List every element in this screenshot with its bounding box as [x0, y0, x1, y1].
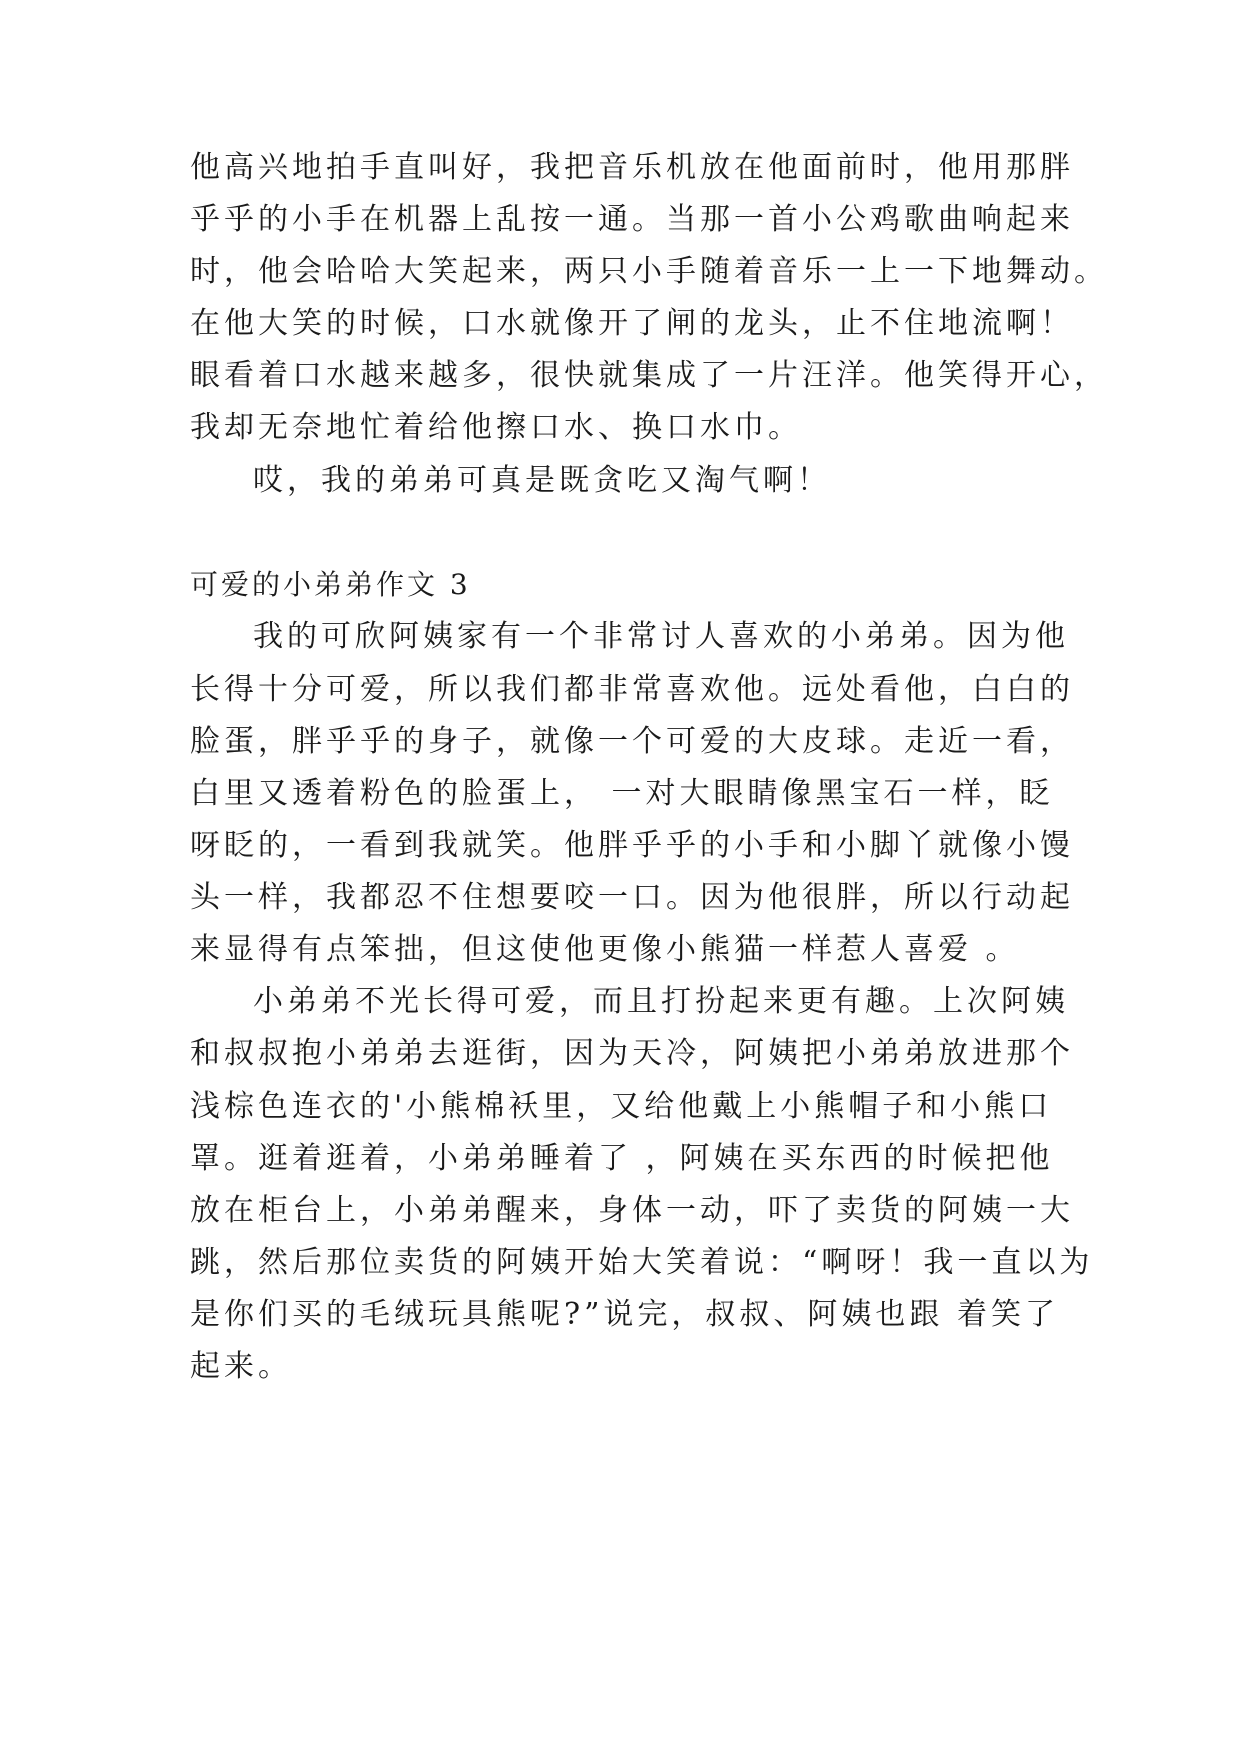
text-line: 时，他会哈哈大笑起来，两只小手随着音乐一上一下地舞动。	[190, 254, 1108, 289]
text-line: 小弟弟不光长得可爱，而且打扮起来更有趣。上次阿姨	[253, 984, 1069, 1019]
text-line: 头一样，我都忍不住想要咬一口。因为他很胖，所以行动起	[190, 880, 1074, 915]
text-line: 乎乎的小手在机器上乱按一通。当那一首小公鸡歌曲响起来	[190, 202, 1074, 237]
text-line: 脸蛋，胖乎乎的身子，就像一个可爱的大皮球。走近一看，	[190, 724, 1074, 759]
text-line: 来显得有点笨拙，但这使他更像小熊猫一样惹人喜爱 。	[190, 932, 1020, 967]
text-line: 浅棕色连衣的'小熊棉袄里，又给他戴上小熊帽子和小熊口	[190, 1089, 1053, 1124]
text-line: 和叔叔抱小弟弟去逛街，因为天冷，阿姨把小弟弟放进那个	[190, 1036, 1074, 1071]
text-line: 是你们买的毛绒玩具熊呢?”说完，叔叔、阿姨也跟 着笑了	[190, 1297, 1059, 1332]
text-line: 我却无奈地忙着给他擦口水、换口水巾。	[190, 410, 802, 445]
text-line: 放在柜台上，小弟弟醒来，身体一动，吓了卖货的阿姨一大	[190, 1193, 1074, 1228]
text-line: 哎，我的弟弟可真是既贪吃又淘气啊！	[253, 463, 831, 498]
text-line: 起来。	[190, 1349, 292, 1384]
section-title: 可爱的小弟弟作文 3	[190, 568, 471, 601]
text-line: 罩。逛着逛着，小弟弟睡着了 ，阿姨在买东西的时候把他	[190, 1141, 1054, 1176]
text-line: 长得十分可爱，所以我们都非常喜欢他。远处看他，白白的	[190, 672, 1074, 707]
text-line: 眼看着口水越来越多，很快就集成了一片汪洋。他笑得开心，	[190, 358, 1108, 393]
text-line: 在他大笑的时候，口水就像开了闸的龙头，止不住地流啊！	[190, 306, 1074, 341]
text-line: 白里又透着粉色的脸蛋上， 一对大眼睛像黑宝石一样，眨	[190, 776, 1054, 811]
text-line: 他高兴地拍手直叫好，我把音乐机放在他面前时，他用那胖	[190, 150, 1074, 185]
text-line: 跳，然后那位卖货的阿姨开始大笑着说：“啊呀！我一直以为	[190, 1245, 1094, 1280]
text-line: 我的可欣阿姨家有一个非常讨人喜欢的小弟弟。因为他	[253, 619, 1069, 654]
text-line: 呀眨的，一看到我就笑。他胖乎乎的小手和小脚丫就像小馒	[190, 828, 1074, 863]
